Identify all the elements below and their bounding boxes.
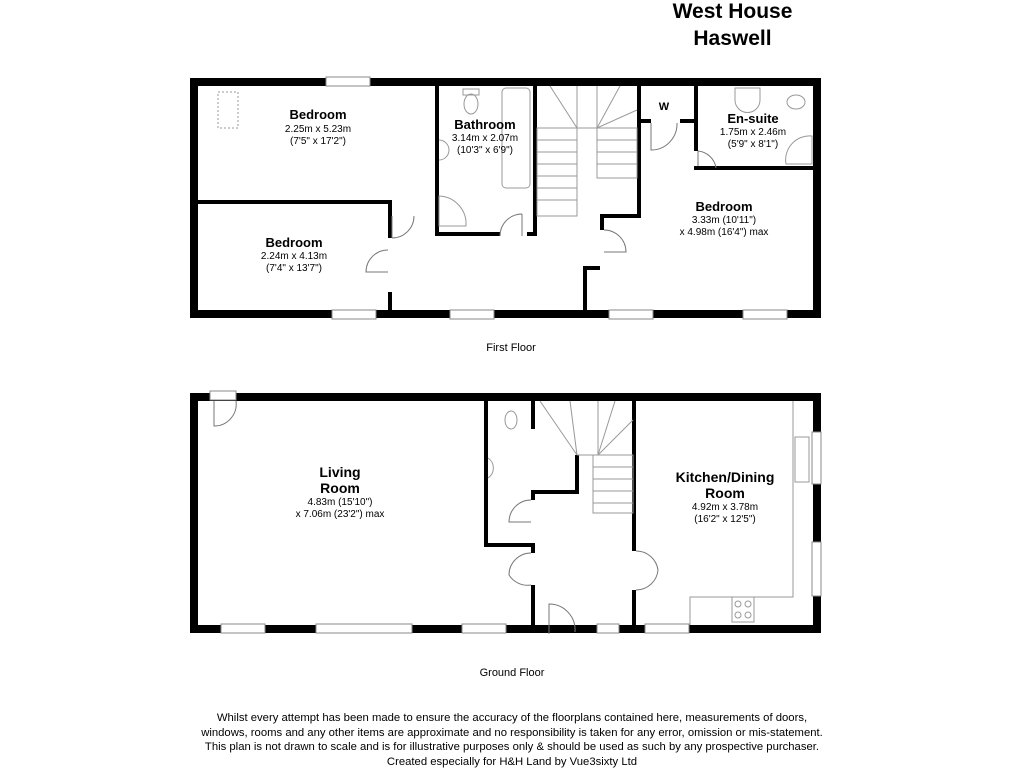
kitchen-counter <box>690 401 793 625</box>
staircase <box>537 86 637 216</box>
shower-icon <box>786 136 812 164</box>
room-dimensions-imperial: (7'4" x 13'7") <box>266 263 322 274</box>
basin-icon <box>735 88 760 113</box>
skylight <box>218 92 238 128</box>
toilet-icon <box>464 94 478 114</box>
floor-label: First Floor <box>486 342 536 354</box>
window <box>316 624 412 633</box>
window <box>609 310 653 319</box>
room-dimensions: 4.92m x 3.78m <box>692 502 758 513</box>
room-name: W <box>659 101 670 113</box>
disclaimer-line: Whilst every attempt has been made to ensure the accuracy of the floorplans contained here, measurements of doors, <box>0 711 1024 726</box>
toilet-icon <box>787 95 805 109</box>
property-location: Haswell <box>600 27 865 51</box>
floor-label: Ground Floor <box>480 667 545 679</box>
first-floor-outer-wall <box>190 78 821 318</box>
window <box>812 432 821 484</box>
window <box>743 310 787 319</box>
window <box>221 624 265 633</box>
disclaimer-line: windows, rooms and any other items are approximate and no responsibility is taken for any error, omission or mis-statement. <box>0 726 1024 741</box>
doors <box>366 123 716 272</box>
room-name: Bathroom <box>454 117 515 132</box>
window <box>210 391 236 400</box>
room-dimensions-2: x 7.06m (23'2") max <box>296 509 385 520</box>
room-dimensions-imperial: (5'9" x 8'1") <box>728 139 778 150</box>
window <box>326 77 370 86</box>
basin-icon <box>439 140 449 160</box>
room-name: Bedroom <box>289 107 346 122</box>
room-dimensions: 2.24m x 4.13m <box>261 251 327 262</box>
room-name: Living <box>319 464 360 480</box>
room-name-line2: Room <box>705 485 745 501</box>
disclaimer-line: This plan is not drawn to scale and is for illustrative purposes only & should be used as such by any prospective purchaser. <box>0 740 1024 755</box>
room-name: Bedroom <box>695 199 752 214</box>
room-dimensions-imperial: x 4.98m (16'4") max <box>680 227 769 238</box>
toilet-icon <box>505 411 517 429</box>
ground-floor-plan <box>190 391 821 679</box>
hob-icon <box>732 597 754 622</box>
staircase <box>540 401 633 513</box>
credit-line: Created especially for H&H Land by Vue3sixty Ltd <box>0 755 1024 769</box>
window <box>462 624 506 633</box>
window <box>597 624 619 633</box>
room-dimensions: 2.25m x 5.23m <box>285 124 351 135</box>
property-name: West House <box>600 0 865 24</box>
first-floor-plan <box>190 77 821 354</box>
basin-icon <box>488 458 493 478</box>
room-dimensions: 3.33m (10'11") <box>692 215 756 226</box>
room-dimensions-imperial: (7'5" x 17'2") <box>290 136 346 147</box>
room-dimensions: 3.14m x 2.07m <box>452 133 518 144</box>
window <box>812 542 821 596</box>
sink-icon <box>795 437 809 482</box>
room-name: Bedroom <box>265 235 322 250</box>
window <box>645 624 689 633</box>
disclaimer <box>0 711 1024 769</box>
room-dimensions: 4.83m (15'10") <box>308 497 373 508</box>
shower-icon <box>439 196 466 226</box>
room-name: Kitchen/Dining <box>676 469 775 485</box>
window <box>450 310 494 319</box>
room-name-line2: Room <box>320 480 360 496</box>
room-dimensions-imperial: (16'2" x 12'5") <box>694 514 756 525</box>
room-dimensions-imperial: (10'3" x 6'9") <box>457 145 513 156</box>
doors <box>214 401 658 634</box>
room-name: En-suite <box>727 111 778 126</box>
room-dimensions: 1.75m x 2.46m <box>720 127 786 138</box>
window <box>332 310 376 319</box>
